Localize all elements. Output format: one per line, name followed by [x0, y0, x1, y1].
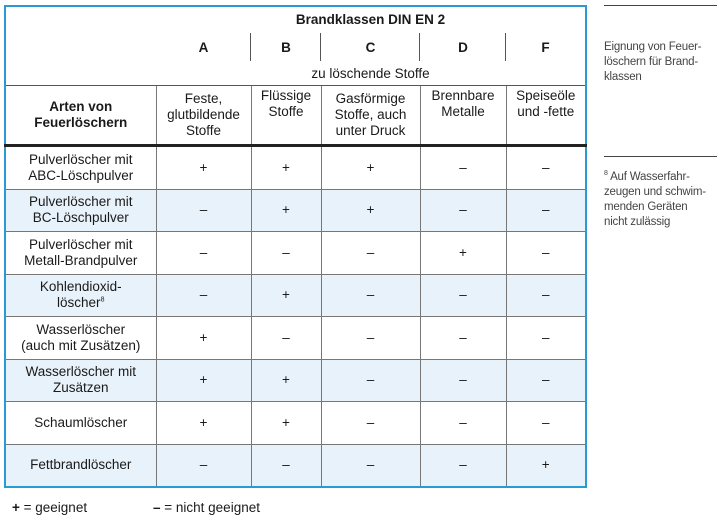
- substance-line: unter Druck: [335, 123, 406, 138]
- legend-label: = nicht geeignet: [160, 500, 260, 515]
- value-cell: –: [321, 317, 420, 360]
- footnote-line: zeugen und schwim-: [604, 186, 706, 198]
- name-line: ABC-Löschpulver: [28, 167, 134, 183]
- value-cell: +: [251, 189, 321, 232]
- value-cell: –: [156, 444, 251, 487]
- class-header-b: [251, 33, 321, 63]
- divider: [505, 33, 506, 61]
- name-line: Schaumlöscher: [34, 414, 128, 430]
- row-header-line: Arten von: [49, 99, 113, 114]
- name-line: (auch mit Zusätzen): [21, 337, 141, 353]
- name-line: Pulverlöscher mit: [28, 194, 133, 210]
- substance-line: Stoffe, auch: [334, 107, 407, 122]
- table-row: [5, 274, 586, 317]
- name-line: Kohlendioxid-: [39, 279, 122, 295]
- class-c-label: C: [365, 40, 376, 55]
- value-cell: –: [251, 317, 321, 360]
- divider: [604, 5, 717, 6]
- footnote-line: menden Geräten: [604, 201, 688, 213]
- value-cell: +: [420, 232, 506, 275]
- value-cell: –: [420, 274, 506, 317]
- name-line: Pulverlöscher mit: [28, 236, 133, 252]
- value-cell: +: [156, 317, 251, 360]
- footnote: [604, 170, 719, 230]
- substance-line: und -fette: [517, 104, 575, 119]
- footnote-marker: 8: [604, 170, 608, 178]
- value-cell: –: [251, 232, 321, 275]
- extinguisher-name: [5, 274, 156, 317]
- footnote-line: nicht zulässig: [604, 216, 671, 228]
- value-cell: –: [506, 402, 586, 445]
- substance-header-c: [321, 86, 420, 146]
- class-f-label: F: [541, 40, 550, 55]
- name-line: BC-Löschpulver: [32, 210, 129, 226]
- value-cell: +: [156, 402, 251, 445]
- table-title: Brandklassen DIN EN 2: [295, 12, 446, 27]
- extinguisher-name: [5, 189, 156, 232]
- substance-line: Flüssige: [260, 88, 312, 103]
- value-cell: –: [251, 444, 321, 487]
- substance-header-d: [420, 86, 506, 146]
- substance-line: Brennbare: [431, 88, 495, 103]
- value-cell: –: [506, 189, 586, 232]
- table-row: [5, 359, 586, 402]
- footnote-line: [604, 170, 719, 185]
- value-cell: –: [506, 359, 586, 402]
- table-row: [5, 444, 586, 487]
- fire-extinguisher-table: [4, 5, 587, 488]
- value-cell: +: [156, 146, 251, 190]
- substance-line: Stoffe: [268, 104, 304, 119]
- caption-line: klassen: [604, 71, 642, 83]
- class-header-c: [321, 33, 420, 63]
- extinguisher-name: [5, 146, 156, 190]
- value-cell: –: [321, 359, 420, 402]
- value-cell: –: [420, 317, 506, 360]
- value-cell: –: [420, 444, 506, 487]
- substance-line: Speiseöle: [516, 88, 576, 103]
- table-row: [5, 146, 586, 190]
- name-line: Fettbrandlöscher: [30, 457, 132, 473]
- empty-cell: [5, 33, 156, 63]
- value-cell: –: [156, 274, 251, 317]
- value-cell: +: [321, 189, 420, 232]
- class-header-d: [420, 33, 506, 63]
- value-cell: –: [321, 444, 420, 487]
- caption-line: löschern für Brand-: [604, 56, 698, 68]
- value-cell: –: [506, 146, 586, 190]
- value-cell: –: [321, 274, 420, 317]
- value-cell: –: [321, 232, 420, 275]
- row-header-line: Feuerlöschern: [34, 115, 128, 130]
- name-line: Zusätzen: [52, 380, 109, 396]
- name-text: löscher: [57, 295, 101, 311]
- subtitle: zu löschende Stoffe: [311, 66, 430, 81]
- value-cell: –: [156, 232, 251, 275]
- extinguisher-name: [5, 317, 156, 360]
- value-cell: +: [321, 146, 420, 190]
- divider: [419, 33, 420, 61]
- extinguisher-name: [5, 359, 156, 402]
- legend-suitable: [12, 500, 87, 515]
- substance-line: Metalle: [441, 104, 485, 119]
- empty-cell: [5, 63, 156, 86]
- value-cell: –: [506, 317, 586, 360]
- class-header-a: A: [198, 40, 209, 55]
- row-header: [5, 86, 156, 146]
- table-row: [5, 189, 586, 232]
- class-header-f: [506, 33, 586, 63]
- substance-line: Gasförmige: [335, 91, 406, 106]
- substance-line: Stoffe: [185, 123, 222, 138]
- value-cell: –: [420, 189, 506, 232]
- divider: [250, 33, 251, 61]
- table-row: [5, 232, 586, 275]
- plus-symbol: +: [12, 500, 20, 515]
- footnote-text: Auf Wasserfahr-: [607, 171, 690, 183]
- value-cell: –: [420, 402, 506, 445]
- value-cell: –: [506, 274, 586, 317]
- legend-label: = geeignet: [19, 500, 88, 515]
- value-cell: +: [251, 359, 321, 402]
- name-line: Wasserlöscher: [36, 321, 126, 337]
- extinguisher-name: [5, 444, 156, 487]
- substance-header-f: [506, 86, 586, 146]
- table-row: [5, 317, 586, 360]
- minus-symbol: –: [153, 500, 161, 515]
- class-b-label: B: [281, 40, 291, 55]
- value-cell: –: [321, 402, 420, 445]
- substance-header-b: [251, 86, 321, 146]
- value-cell: +: [156, 359, 251, 402]
- table-row: [5, 402, 586, 445]
- value-cell: –: [156, 189, 251, 232]
- value-cell: +: [506, 444, 586, 487]
- extinguisher-name: [5, 232, 156, 275]
- substance-line: glutbildende: [167, 107, 240, 122]
- value-cell: +: [251, 274, 321, 317]
- caption: [604, 40, 719, 85]
- value-cell: –: [506, 232, 586, 275]
- value-cell: +: [251, 402, 321, 445]
- substance-line: Feste,: [184, 91, 223, 106]
- value-cell: –: [420, 359, 506, 402]
- divider: [320, 33, 321, 61]
- class-d-label: D: [458, 40, 468, 55]
- legend-not-suitable: [153, 500, 260, 515]
- name-line: Wasserlöscher mit: [25, 364, 137, 380]
- value-cell: +: [251, 146, 321, 190]
- name-line: [6, 295, 156, 311]
- footnote-marker: 8: [100, 296, 105, 304]
- name-line: Metall-Brandpulver: [24, 252, 138, 268]
- value-cell: –: [420, 146, 506, 190]
- extinguisher-name: [5, 402, 156, 445]
- caption-line: Eignung von Feuer-: [604, 41, 702, 53]
- divider: [604, 156, 717, 157]
- name-line: Pulverlöscher mit: [28, 151, 133, 167]
- substance-header-a: [156, 86, 251, 146]
